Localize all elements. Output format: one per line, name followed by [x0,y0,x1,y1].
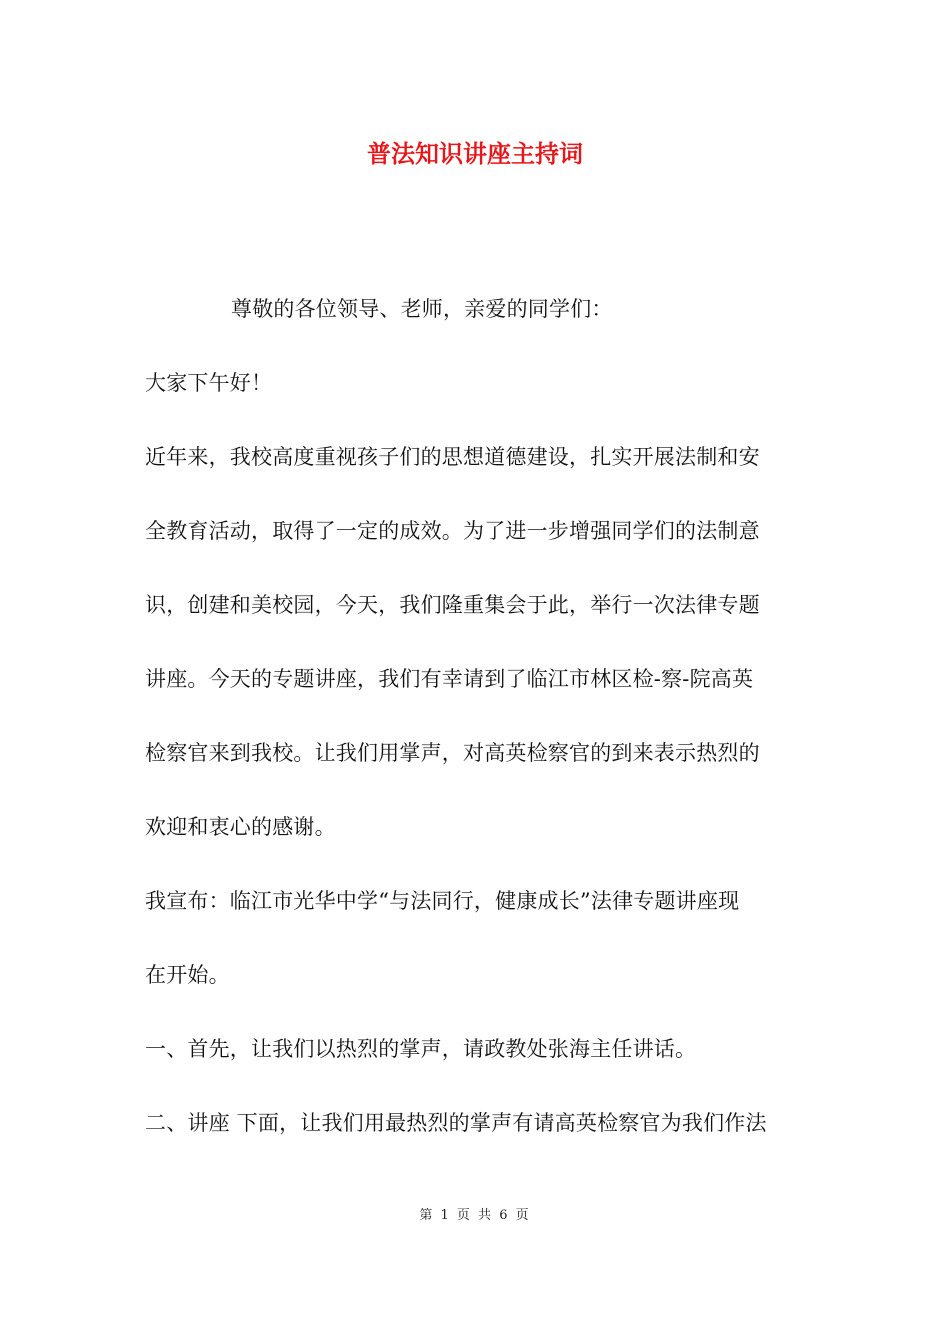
paragraph-line: 识，创建和美校园，今天，我们隆重集会于此，举行一次法律专题 [145,593,760,617]
paragraph-line: 检察官来到我校。让我们用掌声，对高英检察官的到来表示热烈的 [145,741,760,765]
announcement-line: 在开始。 [145,963,230,987]
page-footer: 第 1 页 共 6 页 [419,1208,531,1223]
paragraph-line: 讲座。今天的专题讲座，我们有幸请到了临江市林区检-察-院高英 [145,667,754,691]
announcement-line: 我宣布：临江市光华中学“与法同行，健康成长”法律专题讲座现 [145,889,740,913]
paragraph-line: 欢迎和衷心的感谢。 [145,815,336,839]
paragraph-line: 全教育活动，取得了一定的成效。为了进一步增强同学们的法制意 [145,519,760,543]
greeting-line: 大家下午好！ [145,371,273,395]
agenda-item-one: 一、首先，让我们以热烈的掌声，请政教处张海主任讲话。 [145,1037,697,1061]
paragraph-line: 近年来，我校高度重视孩子们的思想道德建设，扎实开展法制和安 [145,445,760,469]
document-body [145,272,810,1160]
document-title: 普法知识讲座主持词 [367,139,583,168]
salutation-line: 尊敬的各位领导、老师，亲爱的同学们： [231,297,613,321]
agenda-item-two: 二、讲座 下面，让我们用最热烈的掌声有请高英检察官为我们作法 [145,1111,767,1135]
